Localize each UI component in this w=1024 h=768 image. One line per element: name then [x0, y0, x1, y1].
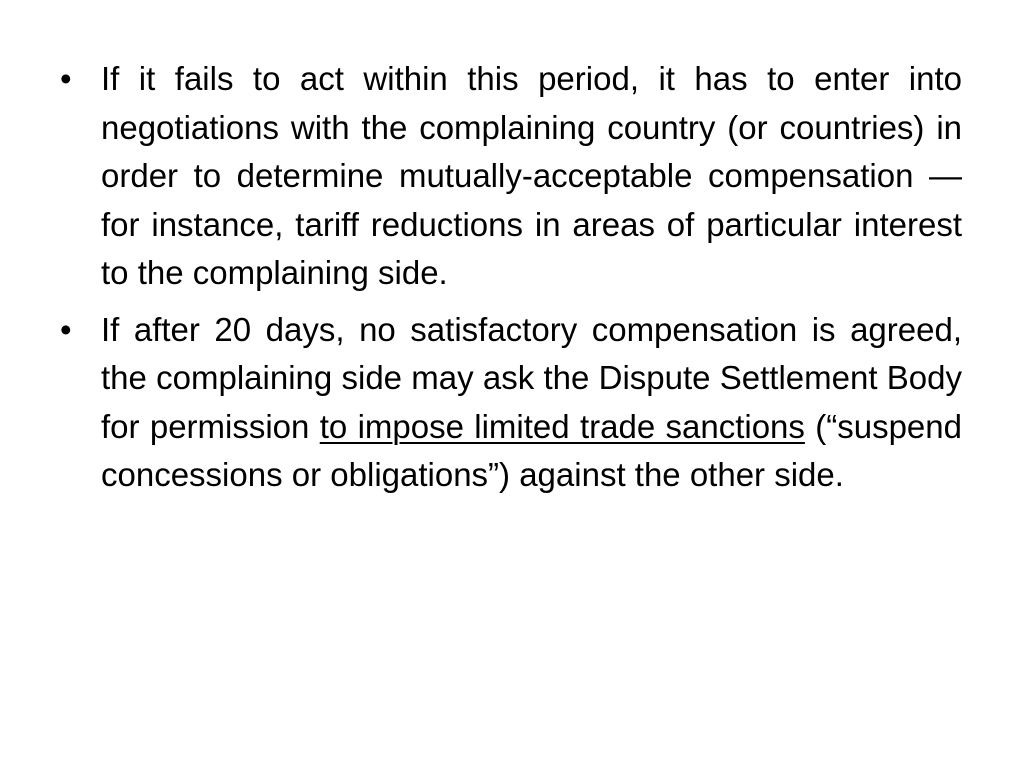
- bullet-text: If it fails to act within this period, it has to enter into negotiations with the complaining country (or countries) in order to determine mutually-acceptable compensation — for instance, tariff reductions in areas of particular interest to the complaining side.: [101, 60, 962, 291]
- bullet-item: [60, 306, 962, 500]
- bullet-marker: •: [60, 310, 72, 348]
- bullet-list: [60, 55, 962, 508]
- bullet-marker: •: [60, 60, 72, 97]
- underlined-phrase: to impose limited trade sanctions: [319, 407, 805, 445]
- bullet-text-before: If after 20 days, no satisfactory compensation is agreed, the complaining side may ask the Dispute Settlement Body for permission: [101, 310, 962, 445]
- bullet-text-after: (“suspend concessions or obligations”) against the other side.: [101, 407, 962, 493]
- bullet-item: [60, 55, 962, 298]
